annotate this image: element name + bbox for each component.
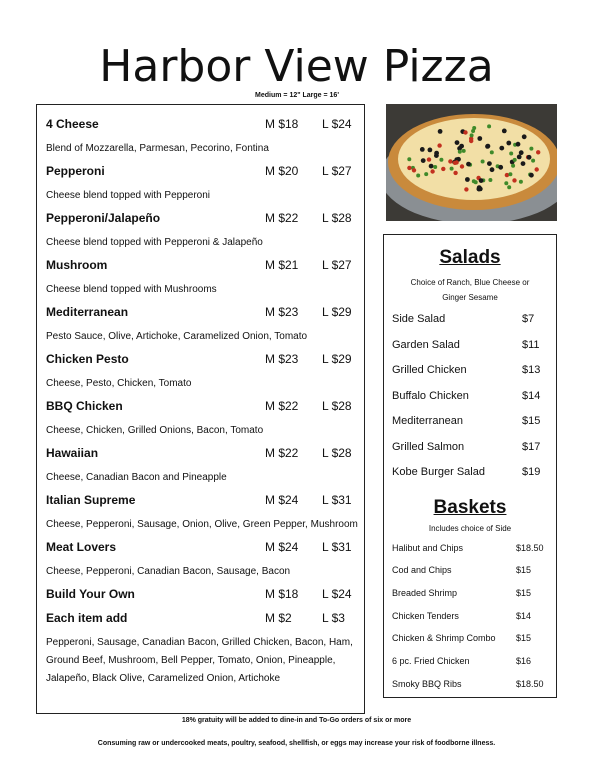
pizza-item <box>46 535 358 582</box>
basket-row <box>384 656 556 679</box>
pizza-item <box>46 159 358 206</box>
large-price: L $29 <box>322 352 352 366</box>
pizza-name: Italian Supreme <box>46 493 136 507</box>
baskets-title: Baskets <box>433 496 507 518</box>
large-price: L $31 <box>322 540 352 554</box>
large-price: L $3 <box>322 611 345 625</box>
pepper-topping <box>504 181 508 185</box>
tomato-topping <box>536 150 540 154</box>
tomato-topping <box>535 167 539 171</box>
pizza-description: Pepperoni, Sausage, Canadian Bacon, Grilled Chicken, Bacon, Ham, Ground Beef, Mushroom, Bell Pepper, Tomato, Onion, Pineapple, Jalapeño, Black Olive, Caramelized Onion, Artichoke <box>46 637 353 684</box>
pepper-topping <box>529 147 533 151</box>
size-note: Medium = 12" Large = 16' <box>255 92 339 99</box>
olive-topping <box>428 148 433 153</box>
pepper-topping <box>481 160 485 164</box>
large-price: L $28 <box>322 211 352 225</box>
medium-price: M $22 <box>265 211 299 225</box>
salad-price: $17 <box>522 440 541 453</box>
pizza-name: Hawaiian <box>46 446 99 460</box>
olive-topping <box>499 146 504 151</box>
olive-topping <box>421 158 426 163</box>
salad-price: $11 <box>522 338 540 351</box>
large-price: L $24 <box>322 117 352 131</box>
salad-price: $13 <box>522 364 541 376</box>
pepper-topping <box>470 133 474 137</box>
salad-list <box>384 313 556 492</box>
pizza-item-header <box>46 300 358 324</box>
olive-topping <box>479 178 484 183</box>
olive-topping <box>519 150 524 155</box>
salad-price: $19 <box>522 466 541 478</box>
olive-topping <box>478 187 483 192</box>
olive-topping <box>517 155 522 160</box>
basket-row <box>384 679 556 702</box>
olive-topping <box>521 161 526 166</box>
basket-row <box>384 611 556 634</box>
pepper-topping <box>424 172 428 176</box>
medium-price: M $22 <box>265 446 299 460</box>
basket-list <box>384 543 556 702</box>
pizza-item <box>46 441 358 488</box>
pizza-description: Blend of Mozzarella, Parmesan, Pecorino, Fontina <box>46 143 269 154</box>
pizza-list <box>46 112 358 689</box>
basket-row <box>384 588 556 611</box>
pepper-topping <box>507 185 511 189</box>
pizza-item <box>46 347 358 394</box>
medium-price: M $22 <box>265 399 299 413</box>
olive-topping <box>516 142 521 147</box>
salad-name: Garden Salad <box>392 338 460 351</box>
basket-row <box>384 633 556 656</box>
pizza-item <box>46 606 358 689</box>
salad-price: $14 <box>522 389 541 402</box>
basket-name: Chicken & Shrimp Combo <box>392 633 496 644</box>
olive-topping <box>455 140 460 145</box>
pizza-description: Cheese blend topped with Pepperoni & Jalapeño <box>46 237 263 248</box>
tomato-topping <box>460 164 464 168</box>
pepper-topping <box>511 164 515 168</box>
pepper-topping <box>490 150 494 154</box>
baskets-note: Includes choice of Side <box>428 523 512 533</box>
salad-name: Mediterranean <box>392 415 463 427</box>
salad-row <box>384 441 556 467</box>
pizza-item-header <box>46 488 358 512</box>
pizza-description: Cheese blend topped with Pepperoni <box>46 190 211 201</box>
basket-name: Breaded Shrimp <box>392 587 458 598</box>
pepper-topping <box>509 152 513 156</box>
pizza-name: Build Your Own <box>46 587 135 601</box>
pizza-photo <box>386 104 557 221</box>
tomato-topping <box>512 178 516 182</box>
pepper-topping <box>472 126 476 130</box>
tomato-topping <box>430 169 434 173</box>
menu-title: Harbor View Pizza <box>99 41 494 92</box>
gratuity-note: 18% gratuity will be added to dine-in and To-Go orders of six or more <box>181 717 412 724</box>
pizza-item-header <box>46 606 358 630</box>
pizza-item-header <box>46 112 358 136</box>
tomato-topping <box>427 157 431 161</box>
olive-topping <box>486 144 491 149</box>
pizza-photo-image <box>386 104 557 221</box>
basket-price: $18.50 <box>516 678 544 689</box>
pizza-name: Mediterranean <box>46 305 129 319</box>
salad-name: Buffalo Chicken <box>392 389 469 402</box>
basket-price: $15 <box>516 633 532 644</box>
basket-row <box>384 543 556 566</box>
pepper-topping <box>487 124 491 128</box>
salad-row <box>384 339 556 365</box>
food-warning: Consuming raw or undercooked meats, poultry, seafood, shellfish, or eggs may increase your risk of foodborne illness. <box>97 740 496 747</box>
medium-price: M $23 <box>265 352 299 366</box>
pepper-topping <box>508 172 512 176</box>
olive-topping <box>429 164 434 169</box>
pizza-name: Chicken Pesto <box>46 352 129 366</box>
tomato-topping <box>437 143 441 147</box>
pizza-item-header <box>46 347 358 371</box>
olive-topping <box>506 141 511 146</box>
pizza-item <box>46 300 358 347</box>
pizza-description: Cheese, Pepperoni, Sausage, Onion, Olive, Green Pepper, Mushroom <box>46 519 358 530</box>
pizza-name: Pepperoni <box>46 164 105 178</box>
pizza-item-header <box>46 535 358 559</box>
basket-name: Cod and Chips <box>392 565 452 576</box>
basket-price: $15 <box>516 565 532 576</box>
pizza-name: Mushroom <box>46 258 108 272</box>
pizza-item <box>46 253 358 300</box>
pizza-item-header <box>46 253 358 277</box>
tomato-topping <box>407 166 411 170</box>
medium-price: M $18 <box>265 117 299 131</box>
large-price: L $28 <box>322 399 352 413</box>
pizza-name: 4 Cheese <box>46 117 99 131</box>
olive-topping <box>529 173 534 178</box>
pizza-description: Cheese blend topped with Mushrooms <box>46 284 217 295</box>
large-price: L $28 <box>322 446 352 460</box>
pizza-menu-box <box>36 104 365 714</box>
large-price: L $27 <box>322 258 352 272</box>
tomato-topping <box>464 187 468 191</box>
basket-price: $15 <box>516 587 532 598</box>
olive-topping <box>522 134 527 139</box>
salad-price: $7 <box>522 313 535 325</box>
salad-row <box>384 313 556 339</box>
olive-topping <box>420 147 425 152</box>
salad-name: Kobe Burger Salad <box>392 466 485 478</box>
tomato-topping <box>441 167 445 171</box>
pizza-item <box>46 112 358 159</box>
basket-name: Chicken Tenders <box>392 610 459 621</box>
basket-name: Smoky BBQ Ribs <box>392 678 462 689</box>
salads-baskets-box <box>383 234 557 698</box>
salads-note: Choice of Ranch, Blue Cheese or Ginger Sesame <box>410 278 530 302</box>
pizza-name: Meat Lovers <box>46 540 117 554</box>
basket-name: 6 pc. Fried Chicken <box>392 655 470 666</box>
medium-price: M $20 <box>265 164 299 178</box>
tomato-topping <box>448 159 452 163</box>
pizza-description: Cheese, Pepperoni, Canadian Bacon, Sausage, Bacon <box>46 566 291 577</box>
pizza-item-header <box>46 206 358 230</box>
medium-price: M $24 <box>265 540 299 554</box>
pepper-topping <box>513 158 517 162</box>
pizza-item <box>46 488 358 535</box>
olive-topping <box>498 165 503 170</box>
salad-name: Grilled Salmon <box>392 440 465 453</box>
pizza-item-header <box>46 582 358 606</box>
pepper-topping <box>433 165 437 169</box>
medium-price: M $21 <box>265 258 299 272</box>
pepper-topping <box>450 167 454 171</box>
salads-title: Salads <box>439 247 501 268</box>
large-price: L $24 <box>322 587 352 601</box>
pizza-item-header <box>46 394 358 418</box>
basket-row <box>384 565 556 588</box>
pizza-description: Pesto Sauce, Olive, Artichoke, Caramelized Onion, Tomato <box>46 331 308 342</box>
large-price: L $29 <box>322 305 352 319</box>
pepper-topping <box>488 178 492 182</box>
pepper-topping <box>458 150 462 154</box>
basket-price: $16 <box>516 655 532 666</box>
tomato-topping <box>453 171 457 175</box>
pizza-item-header <box>46 159 358 183</box>
medium-price: M $18 <box>265 587 299 601</box>
pepper-topping <box>439 158 443 162</box>
tomato-topping <box>454 160 458 164</box>
salad-row <box>384 466 556 492</box>
large-price: L $31 <box>322 493 352 507</box>
olive-topping <box>438 129 443 134</box>
pepper-topping <box>472 179 476 183</box>
basket-price: $14 <box>516 610 532 621</box>
pizza-item <box>46 206 358 253</box>
pizza-name: Pepperoni/Jalapeño <box>46 211 161 225</box>
olive-topping <box>490 167 495 172</box>
pizza-name: Each item add <box>46 611 128 625</box>
salad-row <box>384 364 556 390</box>
pepper-topping <box>531 159 535 163</box>
pizza-item <box>46 582 358 606</box>
basket-price: $18.50 <box>516 542 544 553</box>
olive-topping <box>502 129 507 134</box>
pizza-item <box>46 394 358 441</box>
salad-name: Side Salad <box>392 313 446 325</box>
olive-topping <box>434 153 439 158</box>
pepper-topping <box>519 180 523 184</box>
basket-name: Halibut and Chips <box>392 542 464 553</box>
pizza-description: Cheese, Chicken, Grilled Onions, Bacon, Tomato <box>46 425 264 436</box>
salad-name: Grilled Chicken <box>392 364 467 376</box>
medium-price: M $23 <box>265 305 299 319</box>
pepper-topping <box>462 149 466 153</box>
tomato-topping <box>505 173 509 177</box>
olive-topping <box>477 136 482 141</box>
olive-topping <box>466 162 471 167</box>
medium-price: M $24 <box>265 493 299 507</box>
pepper-topping <box>407 157 411 161</box>
tomato-topping <box>412 168 416 172</box>
pizza-name: BBQ Chicken <box>46 399 123 413</box>
olive-topping <box>459 144 464 149</box>
salad-row <box>384 415 556 441</box>
pizza-description: Cheese, Canadian Bacon and Pineapple <box>46 472 227 483</box>
pizza-item-header <box>46 441 358 465</box>
tomato-topping <box>463 130 467 134</box>
pizza-description: Cheese, Pesto, Chicken, Tomato <box>46 378 192 389</box>
salad-row <box>384 390 556 416</box>
medium-price: M $2 <box>265 611 292 625</box>
large-price: L $27 <box>322 164 352 178</box>
pepper-topping <box>416 174 420 178</box>
olive-topping <box>465 177 470 182</box>
salad-price: $15 <box>522 415 541 427</box>
olive-topping <box>487 161 492 166</box>
olive-topping <box>527 155 532 160</box>
